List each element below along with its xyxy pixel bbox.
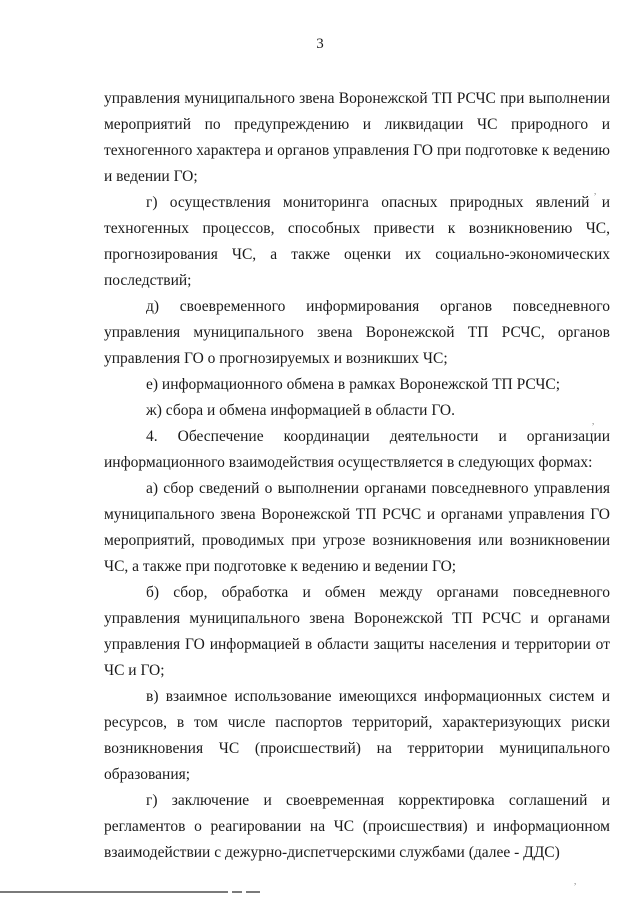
paragraph: д) своевременного информирования органов повседневного управления муниципального звена Воронежской ТП РСЧС, органов управления ГО о прогнозируемых и возникших ЧС; [104, 298, 610, 367]
paragraph: а) сбор сведений о выполнении органами повседневного управления муниципального звена Воронежской ТП РСЧС и органами управления ГО мероприятий, проводимых при угрозе возникновения или возникновении ЧС, а также при подготовке к ведению и ведении ГО; [104, 480, 610, 575]
scan-speck: , [594, 186, 597, 196]
paragraph: г) заключение и своевременная корректировка соглашений и регламентов о реагировании на ЧС (происшествия) и информационном взаимодействии с дежурно-диспетчерскими службами (далее - ДДС) [104, 792, 610, 861]
paragraph: б) сбор, обработка и обмен между органами повседневного управления муниципального звена Воронежской ТП РСЧС и органами управления ГО информацией в области защиты населения и территории от ЧС и ГО; [104, 584, 610, 679]
scan-speck: , [574, 876, 577, 886]
paragraph: ж) сбора и обмена информацией в области ГО. [146, 402, 455, 419]
paragraph: е) информационного обмена в рамках Воронежской ТП РСЧС; [146, 376, 561, 393]
paragraph: 4. Обеспечение координации деятельности и организации информационного взаимодействия осуществляется в следующих формах: [104, 428, 610, 471]
paragraph: г) осуществления мониторинга опасных природных явлений и техногенных процессов, способных привести к возникновению ЧС, прогнозирования ЧС, а также оценки их социально-экономических последствий; [104, 194, 610, 289]
paragraph: в) взаимное использование имеющихся информационных систем и ресурсов, в том числе паспортов территорий, характеризующих риски возникновения ЧС (происшествий) на территории муниципального образования; [104, 688, 610, 783]
scan-edge-line [0, 891, 640, 900]
paragraph: управления муниципального звена Воронежской ТП РСЧС при выполнении мероприятий по предупреждению и ликвидации ЧС природного и техногенного характера и органов управления ГО при подготовке к ведению и ведении ГО; [104, 90, 610, 185]
document-body [104, 86, 610, 866]
scan-speck: , [592, 416, 595, 426]
page-number: 3 [316, 36, 324, 52]
